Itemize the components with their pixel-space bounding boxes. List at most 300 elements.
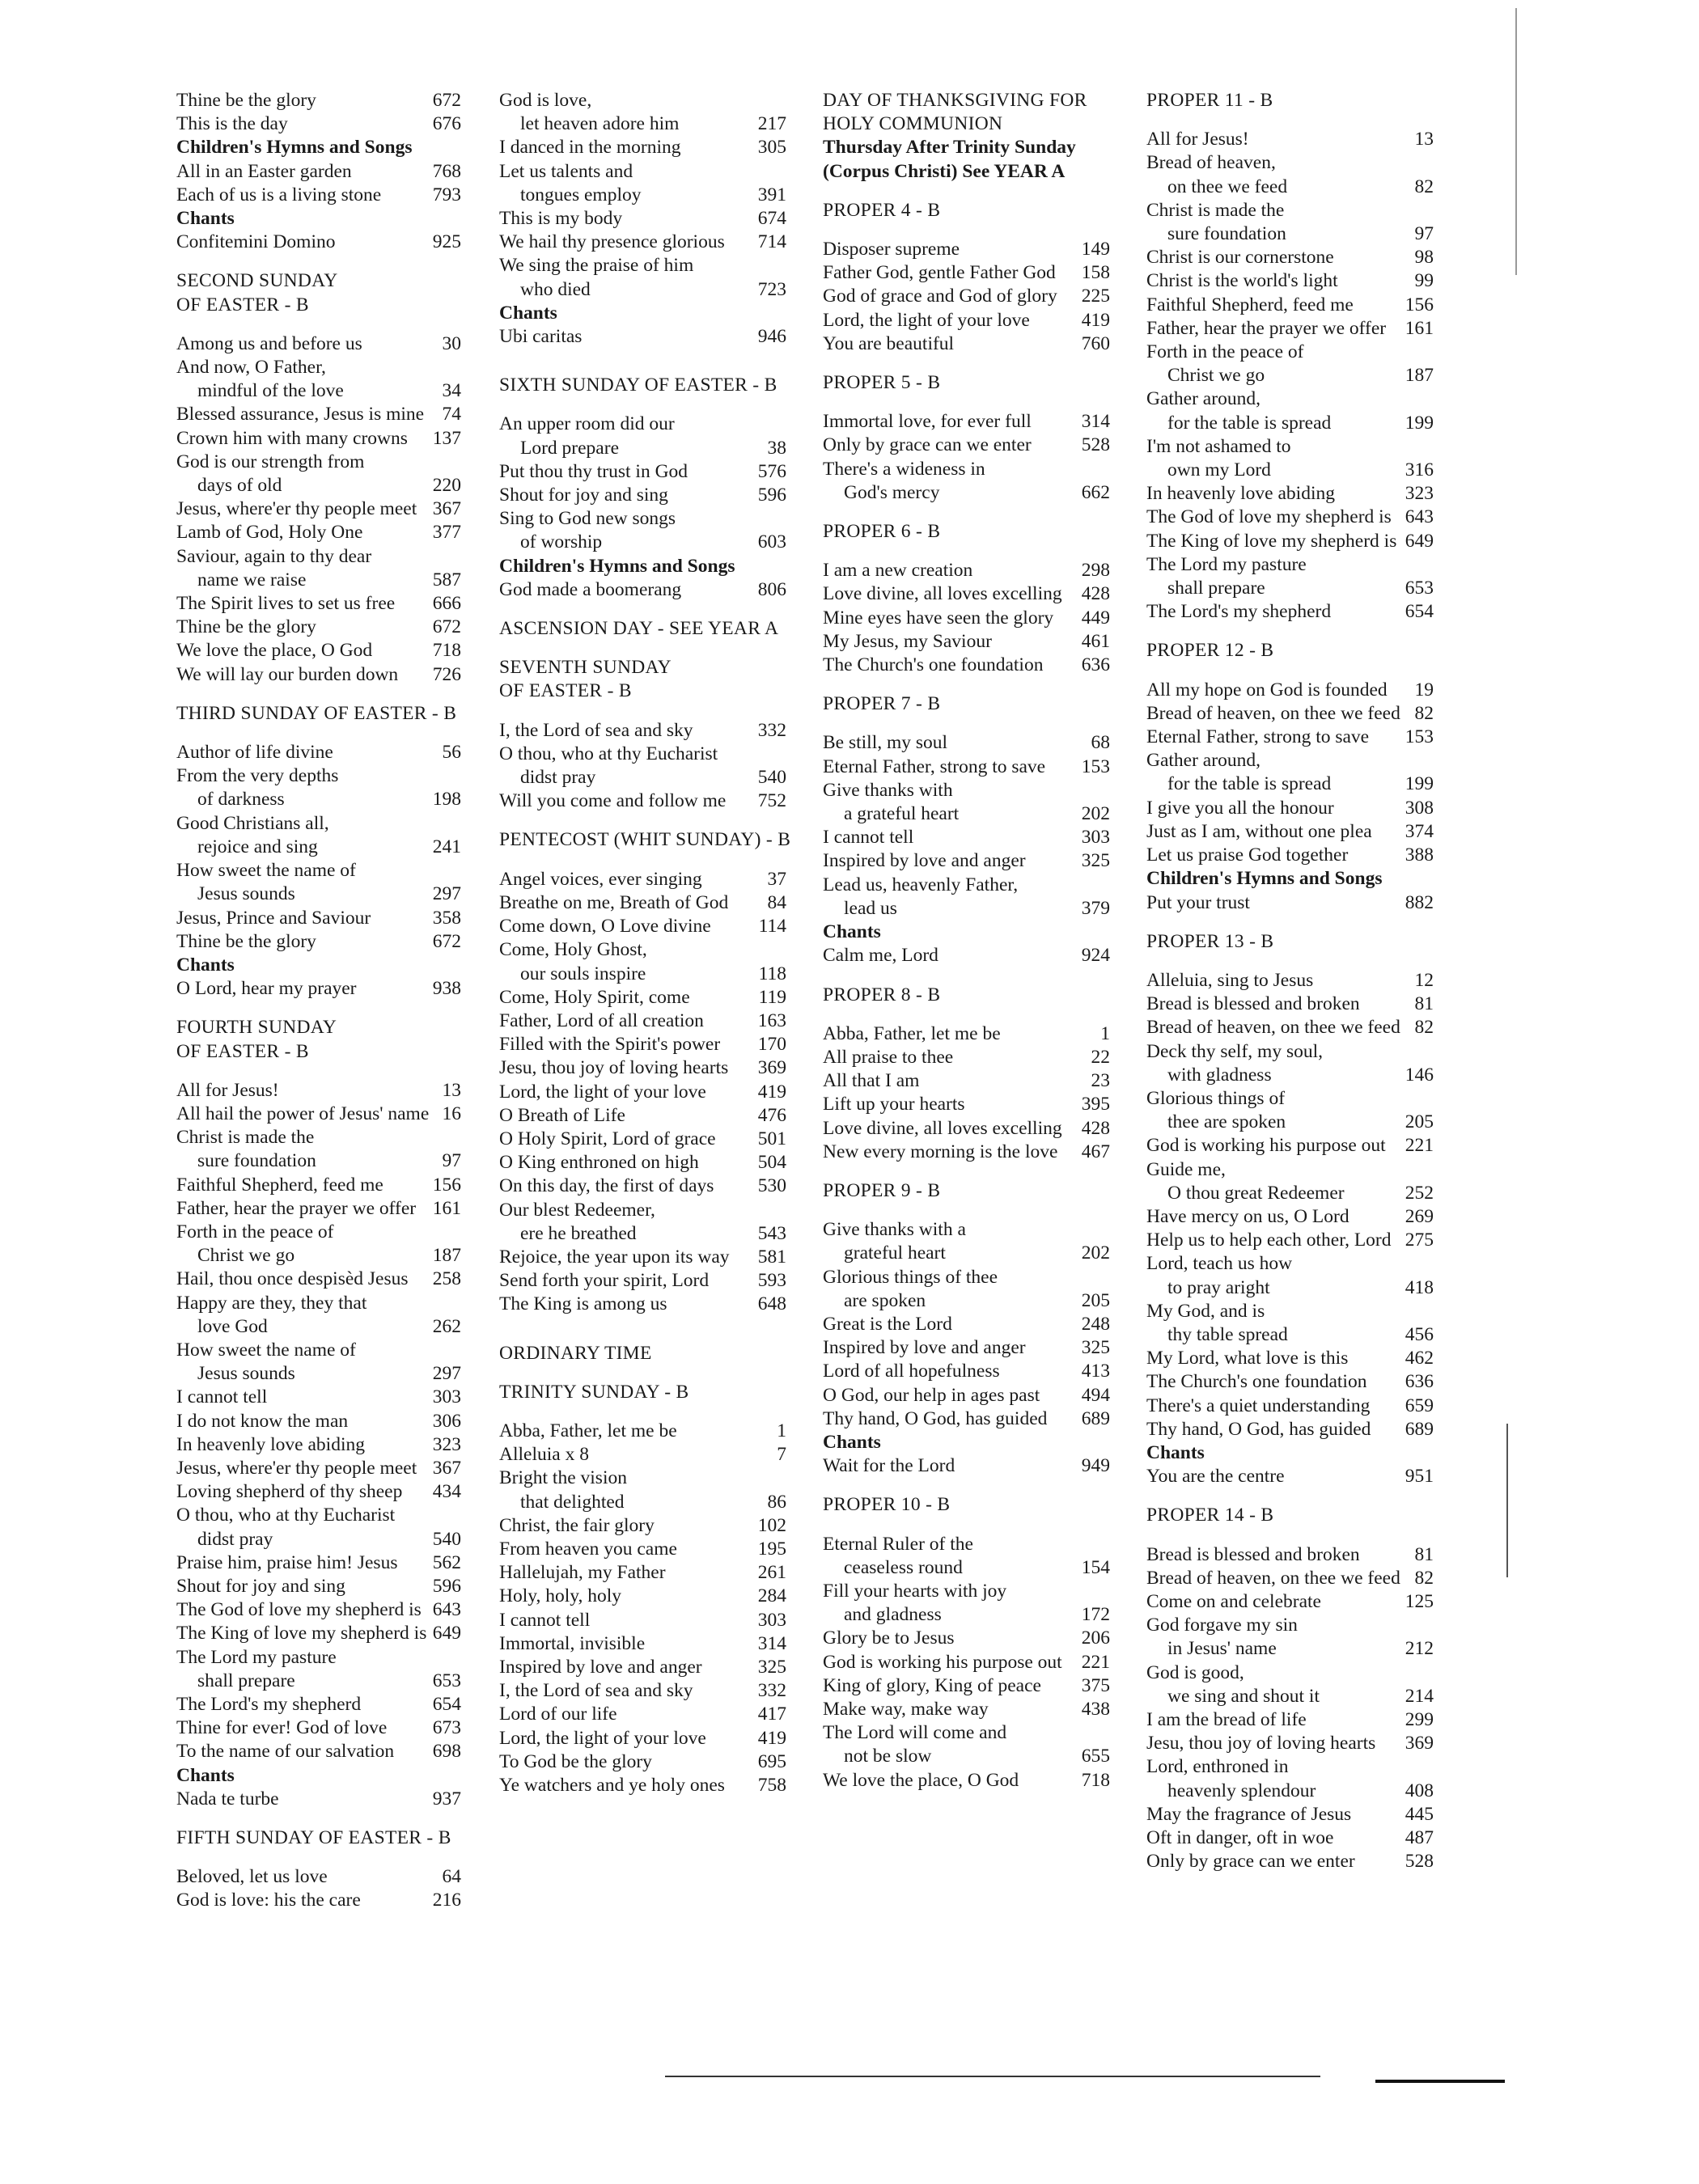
hymn-number: 419 <box>757 1081 786 1103</box>
subsection-label: Chants <box>499 302 557 324</box>
hymn-entry <box>176 1693 461 1716</box>
hymn-number: 13 <box>1414 129 1434 150</box>
hymn-entry <box>1146 1040 1434 1064</box>
section-spacer <box>823 184 1110 199</box>
subsection-label: Children's Hymns and Songs <box>176 137 413 159</box>
scan-edge-mark <box>1515 8 1517 275</box>
hymn-number: 925 <box>432 231 461 253</box>
hymn-number: 358 <box>432 907 461 929</box>
section-heading: PROPER 4 - B <box>823 199 941 221</box>
hymn-entry <box>499 1632 786 1656</box>
hymn-title: Faithful Shepherd, feed me <box>176 1174 383 1196</box>
hymn-number: 760 <box>1081 332 1110 354</box>
hymn-title: Jesus sounds <box>197 1363 295 1385</box>
hymn-title: I cannot tell <box>499 1609 591 1631</box>
hymn-entry <box>823 1069 1110 1093</box>
hymn-entry <box>1146 1395 1434 1418</box>
hymn-entry <box>176 764 461 788</box>
hymn-entry <box>1146 246 1434 269</box>
hymn-title: to pray aright <box>1167 1276 1270 1298</box>
hymn-title: Mine eyes have seen the glory <box>823 607 1054 629</box>
hymn-title: God is working his purpose out <box>823 1651 1062 1673</box>
hymn-title: The King is among us <box>499 1293 667 1315</box>
hymn-title: Jesus, Prince and Saviour <box>176 907 371 929</box>
hymn-number: 462 <box>1405 1348 1434 1369</box>
hymn-title: My Jesus, my Saviour <box>823 630 992 652</box>
hymn-number: 314 <box>757 1632 786 1654</box>
hymn-title: Blessed assurance, Jesus is mine <box>176 404 425 425</box>
hymn-entry <box>1146 1661 1434 1685</box>
section-spacer <box>176 1001 461 1016</box>
hymn-entry <box>499 1104 786 1128</box>
hymn-title: Lead us, heavenly Father, <box>823 874 1019 895</box>
hymn-entry <box>176 1670 461 1693</box>
hymn-entry <box>823 654 1110 677</box>
hymn-title: How sweet the name of <box>176 1339 356 1361</box>
hymn-entry <box>823 1454 1110 1478</box>
hymn-title: Deck thy self, my soul, <box>1146 1040 1323 1062</box>
hymn-title: Jesus, where'er thy people meet <box>176 498 417 520</box>
section-spacer <box>176 317 461 332</box>
hymn-entry <box>1146 820 1434 844</box>
hymn-entry <box>176 356 461 379</box>
hymn-number: 467 <box>1081 1141 1110 1162</box>
hymn-number: 325 <box>1081 850 1110 872</box>
hymn-entry <box>176 1551 461 1575</box>
hymn-title: Ye watchers and ye holy ones <box>499 1775 725 1796</box>
hymn-number: 434 <box>432 1481 461 1503</box>
hymn-entry <box>823 1046 1110 1069</box>
hymn-entry <box>1146 482 1434 506</box>
hymn-number: 528 <box>1081 434 1110 456</box>
hymn-title: God is love: his the care <box>176 1890 361 1911</box>
hymn-number: 698 <box>432 1741 461 1763</box>
hymn-number: 241 <box>432 836 461 857</box>
hymn-entry <box>176 1268 461 1291</box>
section-heading: OF EASTER - B <box>176 294 309 315</box>
hymn-entry <box>176 1716 461 1740</box>
section-heading: PROPER 8 - B <box>823 984 941 1005</box>
hymn-title: Bread of heaven, on thee we feed <box>1146 1567 1400 1589</box>
hymn-number: 636 <box>1405 1371 1434 1393</box>
hymn-entry <box>1146 459 1434 482</box>
hymn-entry <box>1146 1780 1434 1803</box>
hymn-number: 261 <box>757 1562 786 1584</box>
hymn-entry <box>499 963 786 986</box>
hymn-title: for the table is spread <box>1167 412 1332 434</box>
hymn-entry <box>499 1009 786 1033</box>
hymn-title: Thine be the glory <box>176 90 316 111</box>
hymn-number: 369 <box>757 1057 786 1079</box>
subsection-label: Children's Hymns and Songs <box>499 555 735 577</box>
section-heading: ASCENSION DAY - SEE YEAR A <box>499 618 779 640</box>
hymn-number: 672 <box>432 930 461 952</box>
hymn-title: tongues employ <box>520 184 642 205</box>
hymn-number: 714 <box>757 231 786 253</box>
hymn-number: 438 <box>1081 1698 1110 1720</box>
hymn-entry <box>176 403 461 426</box>
subsection-label: Chants <box>823 921 881 943</box>
hymn-entry <box>176 231 461 254</box>
hymn-entry <box>823 1580 1110 1603</box>
hymn-title: Only by grace can we enter <box>823 434 1032 456</box>
hymn-number: 68 <box>1091 732 1110 754</box>
hymn-entry <box>499 207 786 231</box>
hymn-entry <box>1146 702 1434 726</box>
hymn-entry <box>1146 1229 1434 1252</box>
hymn-entry <box>176 592 461 616</box>
hymn-title: Happy are they, they that <box>176 1292 367 1314</box>
hymn-title: Eternal Father, strong to save <box>823 756 1046 777</box>
hymn-number: 428 <box>1081 583 1110 605</box>
subsection-label: Chants <box>1146 1441 1205 1463</box>
hymn-entry <box>176 616 461 639</box>
hymn-entry <box>1146 1370 1434 1394</box>
hymn-title: Gather around, <box>1146 388 1260 410</box>
hymn-entry <box>499 1467 786 1490</box>
hymn-number: 187 <box>1405 365 1434 387</box>
hymn-number: 82 <box>1414 702 1434 724</box>
hymn-entry <box>176 1339 461 1362</box>
hymn-number: 153 <box>1081 756 1110 777</box>
hymn-number: 332 <box>757 719 786 741</box>
hymn-number: 114 <box>758 916 786 938</box>
hymn-title: Glorious things of thee <box>823 1266 998 1288</box>
hymn-entry <box>176 569 461 592</box>
hymn-title: Help us to help each other, Lord <box>1146 1230 1392 1251</box>
subsection-label: Chants <box>176 954 235 976</box>
hymn-entry <box>499 1656 786 1679</box>
hymn-entry <box>176 379 461 403</box>
hymn-number: 198 <box>432 789 461 811</box>
hymn-title: Alleluia, sing to Jesus <box>1146 969 1314 991</box>
hymn-title: Jesu, thou joy of loving hearts <box>499 1057 729 1079</box>
hymn-title: I, the Lord of sea and sky <box>499 719 693 741</box>
hymn-title: O Holy Spirit, Lord of grace <box>499 1128 716 1149</box>
hymn-entry <box>823 1093 1110 1116</box>
hymn-title: Thy hand, O God, has guided <box>823 1407 1048 1429</box>
hymn-number: 494 <box>1081 1384 1110 1406</box>
hymn-title: Lord, enthroned in <box>1146 1756 1289 1778</box>
hymn-number: 793 <box>432 184 461 205</box>
hymn-title: Jesu, thou joy of loving hearts <box>1146 1733 1376 1754</box>
hymn-title: Lord of all hopefulness <box>823 1361 1000 1382</box>
hymn-title: The Church's one foundation <box>823 654 1044 676</box>
hymn-title: I danced in the morning <box>499 137 681 159</box>
hymn-title: Only by grace can we enter <box>1146 1851 1355 1873</box>
hymn-number: 303 <box>1081 827 1110 849</box>
hymn-title: The God of love my shepherd is <box>1146 506 1392 528</box>
hymn-title: Christ we go <box>197 1245 295 1267</box>
hymn-title: I, the Lord of sea and sky <box>499 1680 693 1702</box>
hymn-number: 882 <box>1405 891 1434 913</box>
hymn-number: 99 <box>1414 270 1434 292</box>
hymn-number: 653 <box>1405 578 1434 599</box>
hymn-title: This is the day <box>176 113 288 135</box>
hymn-number: 64 <box>442 1866 461 1888</box>
hymn-entry <box>823 1627 1110 1650</box>
hymn-entry <box>176 1362 461 1386</box>
hymn-entry <box>499 507 786 531</box>
hymn-entry <box>1146 1543 1434 1567</box>
hymn-entry <box>1146 151 1434 175</box>
section-spacer <box>176 254 461 269</box>
hymn-number: 456 <box>1405 1323 1434 1345</box>
hymn-number: 82 <box>1414 176 1434 197</box>
hymn-number: 391 <box>757 184 786 205</box>
hymn-title: Put your trust <box>1146 891 1250 913</box>
hymn-entry <box>823 1336 1110 1360</box>
section-spacer <box>499 813 786 828</box>
hymn-title: of darkness <box>197 789 285 811</box>
section-spacer <box>823 1203 1110 1218</box>
hymn-entry <box>176 1126 461 1149</box>
hymn-number: 659 <box>1405 1395 1434 1416</box>
index-column-1 <box>176 89 461 1913</box>
hymn-entry <box>1146 1252 1434 1276</box>
hymn-entry <box>499 460 786 484</box>
footer-rule <box>665 2076 1320 2077</box>
hymn-entry <box>499 1128 786 1151</box>
hymn-number: 202 <box>1081 1242 1110 1264</box>
hymn-title: Give thanks with <box>823 779 953 801</box>
hymn-entry <box>499 891 786 915</box>
hymn-entry <box>823 826 1110 849</box>
hymn-number: 758 <box>757 1775 786 1796</box>
section-heading: PROPER 14 - B <box>1146 1505 1274 1526</box>
hymn-entry <box>823 458 1110 481</box>
hymn-title: Fill your hearts with joy <box>823 1580 1007 1602</box>
hymn-number: 34 <box>442 380 461 402</box>
hymn-number: 22 <box>1091 1046 1110 1068</box>
hymn-number: 673 <box>432 1717 461 1739</box>
hymn-entry <box>1146 1111 1434 1134</box>
hymn-title: The King of love my shepherd is <box>176 1623 427 1644</box>
hymn-entry <box>823 434 1110 457</box>
hymn-entry <box>1146 1685 1434 1708</box>
subsection-label: Children's Hymns and Songs <box>1146 868 1383 890</box>
hymn-entry <box>499 743 786 766</box>
hymn-entry <box>176 545 461 569</box>
hymn-number: 23 <box>1091 1070 1110 1092</box>
hymn-number: 316 <box>1405 459 1434 481</box>
hymn-title: Lord prepare <box>520 437 619 459</box>
hymn-title: Bread of heaven, on thee we feed <box>1146 1017 1400 1039</box>
hymn-title: grateful heart <box>844 1242 946 1264</box>
hymn-entry <box>499 1033 786 1056</box>
hymn-number: 305 <box>757 137 786 159</box>
hymn-entry <box>176 663 461 687</box>
hymn-title: Lord, the light of your love <box>499 1081 706 1103</box>
hymn-entry <box>176 1079 461 1103</box>
hymn-title: own my Lord <box>1167 459 1271 481</box>
hymn-entry <box>823 897 1110 921</box>
hymn-title: Great is the Lord <box>823 1313 952 1335</box>
hymn-entry <box>499 1585 786 1608</box>
hymn-number: 1 <box>1100 1022 1110 1044</box>
hymn-entry <box>1146 726 1434 749</box>
hymn-entry <box>1146 1347 1434 1370</box>
hymn-title: From heaven you came <box>499 1538 677 1560</box>
hymn-entry <box>1146 412 1434 435</box>
hymn-title: New every morning is the love <box>823 1141 1058 1162</box>
hymn-entry <box>823 481 1110 505</box>
hymn-number: 540 <box>432 1528 461 1550</box>
hymn-title: Come down, O Love divine <box>499 916 711 938</box>
hymn-number: 418 <box>1405 1276 1434 1298</box>
hymn-title: Shout for joy and sing <box>499 485 668 506</box>
hymn-title: Lamb of God, Holy One <box>176 522 363 544</box>
subsection-label: Chants <box>176 208 235 230</box>
hymn-number: 225 <box>1081 286 1110 307</box>
hymn-entry <box>499 938 786 962</box>
section-heading: SEVENTH SUNDAY <box>499 657 672 679</box>
hymn-entry <box>176 1103 461 1126</box>
hymn-entry <box>1146 600 1434 624</box>
hymn-entry <box>176 859 461 882</box>
section-spacer <box>499 602 786 617</box>
hymn-entry <box>499 1703 786 1726</box>
hymn-entry <box>1146 1134 1434 1158</box>
hymn-number: 12 <box>1414 969 1434 991</box>
hymn-entry <box>1146 993 1434 1016</box>
hymn-title: Our blest Redeemer, <box>499 1199 655 1221</box>
hymn-entry <box>823 1289 1110 1313</box>
hymn-number: 377 <box>432 522 461 544</box>
hymn-title: God is good, <box>1146 1661 1244 1683</box>
hymn-title: Beloved, let us love <box>176 1866 328 1888</box>
hymn-number: 297 <box>432 883 461 905</box>
hymn-entry <box>1146 1465 1434 1488</box>
hymn-number: 84 <box>767 891 786 913</box>
hymn-title: Jesus sounds <box>197 883 295 905</box>
hymn-title: Faithful Shepherd, feed me <box>1146 294 1354 315</box>
hymn-title: The Lord's my shepherd <box>1146 601 1332 623</box>
hymn-title: Love divine, all loves excelling <box>823 583 1062 605</box>
hymn-title: Thine be the glory <box>176 930 316 952</box>
hymn-title: a grateful heart <box>844 803 960 825</box>
hymn-title: I cannot tell <box>176 1386 268 1408</box>
hymn-title: Christ is the world's light <box>1146 270 1338 292</box>
hymn-number: 408 <box>1405 1780 1434 1801</box>
hymn-title: Christ is made the <box>176 1127 315 1149</box>
section-heading: PROPER 11 - B <box>1146 90 1273 111</box>
hymn-title: Each of us is a living stone <box>176 184 382 205</box>
hymn-title: Eternal Ruler of the <box>823 1533 973 1555</box>
section-heading: PROPER 6 - B <box>823 521 941 543</box>
hymn-title: God of grace and God of glory <box>823 286 1057 307</box>
hymn-entry <box>176 1740 461 1763</box>
hymn-title: I am the bread of life <box>1146 1709 1307 1730</box>
hymn-title: God is working his purpose out <box>1146 1135 1386 1157</box>
hymn-number: 30 <box>442 332 461 354</box>
hymn-title: Gather around, <box>1146 750 1260 772</box>
hymn-number: 643 <box>432 1599 461 1621</box>
hymn-title: O thou, who at thy Eucharist <box>176 1505 396 1526</box>
hymn-title: The Church's one foundation <box>1146 1371 1367 1393</box>
hymn-number: 653 <box>432 1670 461 1691</box>
hymn-title: let heaven adore him <box>520 113 680 135</box>
hymn-title: O King enthroned on high <box>499 1152 699 1174</box>
hymn-title: Let us praise God together <box>1146 844 1349 866</box>
hymn-entry <box>499 112 786 136</box>
hymn-number: 217 <box>757 113 786 135</box>
hymn-entry <box>499 1081 786 1104</box>
hymn-entry <box>499 1199 786 1222</box>
hymn-number: 163 <box>757 1009 786 1031</box>
section-heading: FIFTH SUNDAY OF EASTER - B <box>176 1827 451 1849</box>
hymn-number: 74 <box>442 404 461 425</box>
hymn-title: Abba, Father, let me be <box>499 1420 677 1441</box>
hymn-title: Thy hand, O God, has guided <box>1146 1418 1371 1440</box>
hymn-number: 672 <box>432 616 461 638</box>
section-spacer <box>499 1317 786 1332</box>
hymn-title: All that I am <box>823 1070 920 1092</box>
section-spacer <box>499 853 786 868</box>
hymn-title: didst pray <box>520 767 596 789</box>
hymn-title: Jesus, where'er thy people meet <box>176 1457 417 1479</box>
hymn-title: sure foundation <box>197 1150 316 1172</box>
hymn-entry <box>1146 1826 1434 1850</box>
hymn-number: 86 <box>767 1491 786 1513</box>
hymn-title: The King of love my shepherd is <box>1146 530 1397 552</box>
hymn-entry <box>1146 797 1434 820</box>
section-spacer <box>176 1064 461 1079</box>
hymn-entry <box>176 1410 461 1433</box>
section-spacer <box>823 356 1110 371</box>
hymn-title: Guide me, <box>1146 1158 1226 1180</box>
hymn-entry <box>1146 1708 1434 1732</box>
hymn-entry <box>823 1407 1110 1431</box>
hymn-title: Thine for ever! God of love <box>176 1717 388 1739</box>
hymn-entry <box>1146 969 1434 993</box>
hymn-entry <box>1146 1803 1434 1826</box>
hymn-number: 388 <box>1405 844 1434 866</box>
hymn-title: To the name of our salvation <box>176 1741 395 1763</box>
hymn-title: There's a quiet understanding <box>1146 1395 1371 1416</box>
hymn-number: 662 <box>1081 481 1110 503</box>
hymn-entry <box>823 1533 1110 1556</box>
hymn-entry <box>176 332 461 356</box>
hymn-entry <box>1146 128 1434 151</box>
hymn-title: The Lord will come and <box>823 1722 1007 1744</box>
hymn-title: God is our strength from <box>176 451 365 472</box>
hymn-entry <box>499 1443 786 1467</box>
hymn-number: 275 <box>1405 1230 1434 1251</box>
hymn-entry <box>1146 1637 1434 1661</box>
hymn-title: Breathe on me, Breath of God <box>499 891 729 913</box>
hymn-title: O thou, who at thy Eucharist <box>499 743 718 764</box>
index-column-3 <box>823 89 1110 1792</box>
hymn-number: 170 <box>757 1034 786 1056</box>
hymn-number: 689 <box>1081 1407 1110 1429</box>
hymn-title: in Jesus' name <box>1167 1638 1277 1660</box>
hymn-entry <box>1146 530 1434 553</box>
hymn-entry <box>823 332 1110 356</box>
hymn-entry <box>176 1889 461 1912</box>
hymn-title: of worship <box>520 531 603 553</box>
hymn-entry <box>1146 341 1434 364</box>
hymn-entry <box>823 309 1110 332</box>
hymn-entry <box>176 977 461 1001</box>
hymn-number: 543 <box>757 1222 786 1244</box>
hymn-number: 258 <box>432 1268 461 1290</box>
hymn-number: 314 <box>1081 411 1110 433</box>
hymn-number: 501 <box>757 1128 786 1149</box>
hymn-title: Christ, the fair glory <box>499 1514 655 1536</box>
hymn-number: 158 <box>1081 262 1110 284</box>
hymn-entry <box>499 719 786 743</box>
